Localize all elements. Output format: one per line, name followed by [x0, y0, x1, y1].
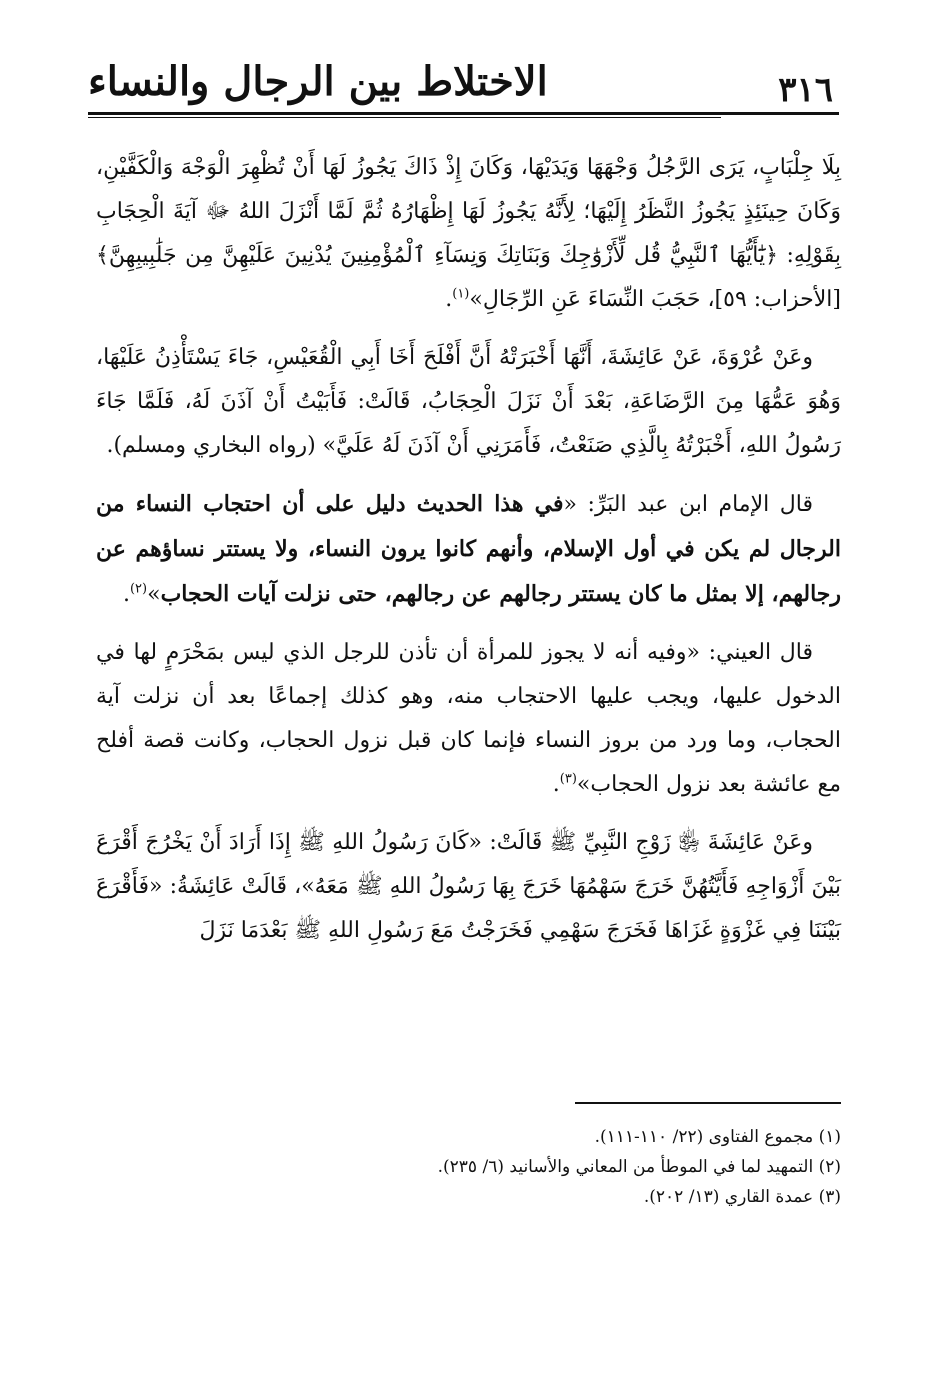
book-title: الاختلاط بين الرجال والنساء [88, 58, 548, 105]
main-text [96, 146, 841, 967]
footnote-marker-3: (٣) [559, 771, 577, 787]
footnote-1: (١) مجموع الفتاوى (٢٢/ ١١٠-١١١). [594, 1127, 841, 1147]
footnote-3: (٣) عمدة القاري (١٣/ ٢٠٢). [643, 1187, 841, 1207]
paragraph-hijab-verse: بِلَا جِلْبَابٍ، يَرَى الرَّجُلُ وَجْهَهَا وَيَدَيْهَا، وَكَانَ إِذْ ذَاكَ يَجُوزُ لَهَا أَنْ تُظْهِرَ الْوَجْهَ وَالْكَفَّيْنِ، وَكَانَ حِينَئِذٍ يَجُوزُ النَّظَرُ إِلَيْهَا؛ لِأَنَّهُ يَجُوزُ لَهَا إِظْهَارُهُ ثُمَّ لَمَّا أَنْزَلَ اللهُ ﷻ آيَةَ الْحِجَابِ بِقَوْلِهِ: ﴿يَٰٓأَيُّهَا ٱلنَّبِيُّ قُل لِّأَزْوَٰجِكَ وَبَنَاتِكَ وَنِسَآءِ ٱلْمُؤْمِنِينَ يُدْنِينَ عَلَيْهِنَّ مِن جَلَٰبِيبِهِنَّ﴾ [الأحزاب: ٥٩]، حَجَبَ النِّسَاءَ عَنِ الرِّجَالِ»$^{(١)}$. [96, 155, 841, 312]
paragraph-aisha-lots: وعَنْ عَائِشَةَ ﵂ زَوْجِ النَّبِيِّ ﷺ قَالَتْ: «كَانَ رَسُولُ اللهِ ﷺ إِذَا أَرَادَ أَنْ يَخْرُجَ أَقْرَعَ بَيْنَ أَزْوَاجِهِ فَأَيَّتُهُنَّ خَرَجَ سَهْمُهَا خَرَجَ بِهَا رَسُولُ اللهِ ﷺ مَعَهُ»، قَالَتْ عَائِشَةُ: «فَأَقْرَعَ بَيْنَنَا فِي غَزْوَةٍ غَزَاهَا فَخَرَجَ سَهْمِي فَخَرَجْتُ مَعَ رَسُولِ اللهِ ﷺ بَعْدَمَا نَزَلَ [96, 830, 841, 943]
footnotes [96, 1122, 841, 1212]
footnote-separator [575, 1102, 841, 1104]
page-header [88, 56, 839, 118]
paragraph-al-ayni: قال العيني: «وفيه أنه لا يجوز للمرأة أن تأذن للرجل الذي ليس بمَحْرَمٍ لها في الدخول عليها، ويجب عليها الاحتجاب منه، وهو كذلك إجماعًا بعد أن نزلت آية الحجاب، وما ورد من بروز النساء فإنما كان قبل نزول الحجاب، وكانت قصة أفلح مع عائشة بعد نزول الحجاب»$^{(٣)}$. [96, 640, 841, 797]
ibn-abd-al-barr-quote: في هذا الحديث دليل على أن احتجاب النساء من الرجال لم يكن في أول الإسلام، وأنهم كانوا يرون النساء، ولا يستتر نساؤهم عن رجالهم، إلا بمثل ما كان يستتر رجالهم عن رجالهم، حتى نزلت آيات الحجاب [96, 491, 841, 607]
header-rule [88, 112, 839, 115]
page-number: ٣١٦ [778, 70, 833, 110]
footnote-2: (٢) التمهيد لما في الموطأ من المعاني والأسانيد (٦/ ٢٣٥). [437, 1157, 841, 1177]
paragraph-urwa-hadith: وعَنْ عُرْوَةَ، عَنْ عَائِشَةَ، أَنَّهَا أَخْبَرَتْهُ أَنَّ أَفْلَحَ أَخَا أَبِي الْقُعَيْسِ، جَاءَ يَسْتَأْذِنُ عَلَيْهَا، وَهُوَ عَمُّهَا مِنَ الرَّضَاعَةِ، بَعْدَ أَنْ نَزَلَ الْحِجَابُ، قَالَتْ: فَأَبَيْتُ أَنْ آذَنَ لَهُ، فَلَمَّا جَاءَ رَسُولُ اللهِ، أَخْبَرْتُهُ بِالَّذِي صَنَعْتُ، فَأَمَرَنِي أَنْ آذَنَ لَهُ عَلَيَّ» (رواه البخاري ومسلم). [96, 345, 841, 458]
footnote-marker-2: (٢) [129, 581, 148, 597]
footnote-marker-1: (١) [452, 286, 470, 302]
header-rule-thin [88, 117, 721, 118]
paragraph-ibn-abd-al-barr: قال الإمام ابن عبد البَرِّ: «في هذا الحديث دليل على أن احتجاب النساء من الرجال لم يكن في أول الإسلام، وأنهم كانوا يرون النساء، ولا يستتر نساؤهم عن رجالهم، إلا بمثل ما كان يستتر رجالهم عن رجالهم، حتى نزلت آيات الحجاب»$^{(٢)}$. [96, 491, 841, 607]
